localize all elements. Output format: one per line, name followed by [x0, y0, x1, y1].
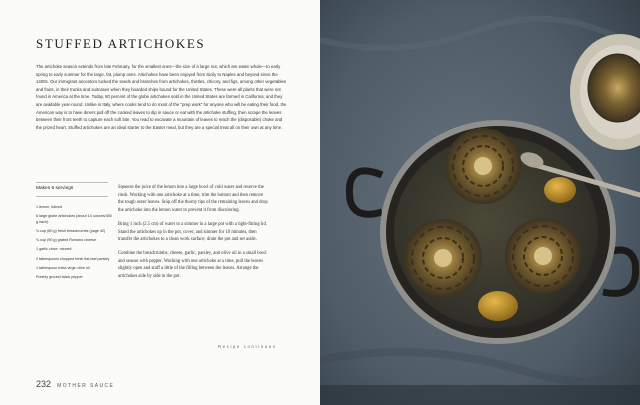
- ingredient-item: ¾ cup (90 g) grated Romano cheese: [36, 238, 97, 243]
- method-step: Squeeze the juice of the lemon into a large bowl of cold water and reserve the rinds. Working with one artichoke at a time, trim the bottom and then remove the tough outer leaves. Snip off the thorny tips of the remaining leaves and drop the artichoke into the lemon water to prevent it from discoloring.: [118, 185, 268, 214]
- servings-label: Makes 6 servings: [36, 186, 74, 191]
- ingredient-item: 1 lemon, halved: [36, 205, 63, 209]
- recipe-continues-note: Recipe continues: [218, 344, 277, 349]
- page-footer: [36, 379, 114, 389]
- divider: [36, 196, 108, 197]
- method-steps: [118, 184, 270, 287]
- divider: [36, 182, 108, 183]
- artichoke-icon: [445, 128, 521, 204]
- artichoke-icon: [505, 218, 581, 294]
- ingredient-item: 1 garlic clove, minced: [36, 247, 72, 252]
- lemon-icon: [544, 177, 576, 203]
- recipe-title: STUFFED ARTICHOKES: [36, 36, 206, 51]
- section-name: MOTHER SAUCE: [57, 383, 115, 389]
- ingredient-list: [36, 205, 112, 284]
- artichoke-icon: [404, 219, 482, 297]
- method-step: Bring 1 inch (2.5 cm) of water to a simmer in a large pot with a tight-fitting lid. Stand the artichokes up in the pot, cover, and simmer for 10 minutes, then transfer the artichokes to a clean work surface; drain the pot and set aside.: [118, 221, 267, 243]
- ingredient-item: ¾ cup (80 g) fresh breadcrumbs (page 42): [36, 228, 106, 233]
- ingredient-item: 1 tablespoon extra-virgin olive oil: [36, 265, 90, 270]
- ingredient-item: 2 tablespoons chopped fresh flat-leaf parsley: [36, 256, 110, 261]
- method-step: Combine the breadcrumbs, cheese, garlic, parsley, and olive oil in a small bowl and season with pepper. Working with one artichoke at a time, pull the leaves slightly open and stuff a little of the filling between the leaves. Arrange the artichokes side by side in the pot.: [118, 250, 267, 280]
- recipe-intro: The artichoke season extends from late February, for the smallest ones—the size of a large nut, which are eaten whole—to early spring to early summer for the large, fat, plump ones. Artichokes have been enjoyed from Sicily to Naples and beyond since the 1400s. Our immigrant ancestors tucked the seeds and branches from artichokes, thistles, chicory, and figs, among other vegetables and fruits, in their trunks and suitcases when they boarded ships bound for the United States. These were all plants that were not found in America at the time. Today, 80 percent of the globe artichokes sold in the United States are farmed in California, and they are available year-round. Unlike in Italy, where cooks tend to do most of the "prep work" for anyone who will be eating their food, the American way is to have diners pull off the cooked leaves to dip in sauce or eat with the artichoke stuffing, then scrape the leaves between their front teeth to capture each soft bite. You read to excavate a mountain of leaves to reach the (disposable) choke and the prized heart. Stuffed artichokes are an ideal starter to the Easter meal, but they are a special treat all on their own at any time.: [36, 64, 287, 130]
- artichokes-in-pot-photo: [320, 0, 640, 405]
- ingredient-item: Freshly ground black pepper: [36, 274, 83, 279]
- lemon-icon: [478, 291, 518, 321]
- ingredient-item: 6 large globe artichokes (about 14 ounces/400 g each): [36, 214, 112, 224]
- page-number: 232: [36, 379, 52, 389]
- photo-page: [320, 0, 640, 405]
